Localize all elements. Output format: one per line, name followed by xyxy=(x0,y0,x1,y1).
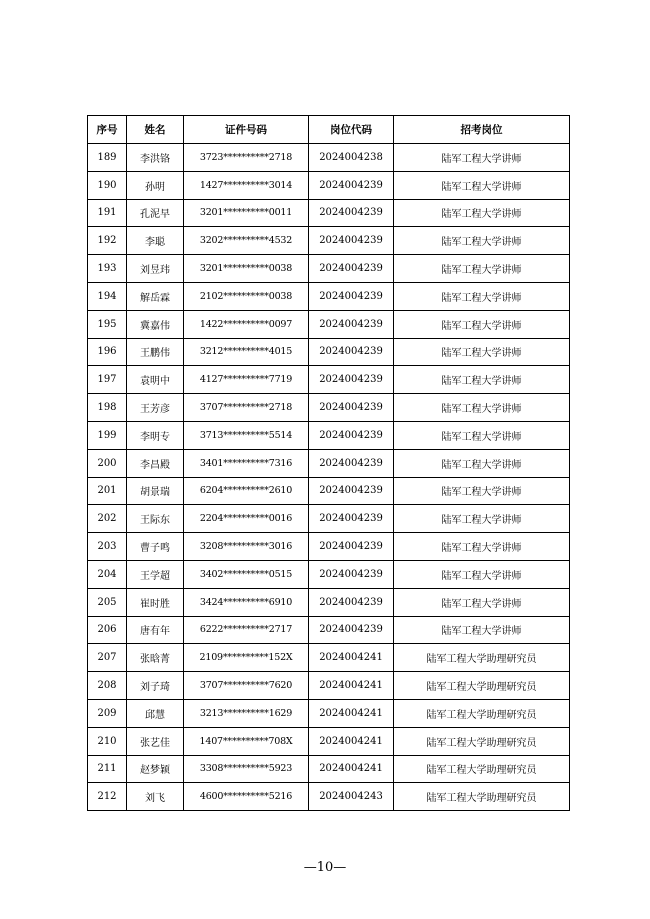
cell-position-code: 2024004241 xyxy=(309,727,394,755)
cell-serial: 202 xyxy=(88,505,127,533)
cell-id-number: 3707**********2718 xyxy=(184,394,309,422)
cell-name: 王芳彦 xyxy=(127,394,184,422)
cell-position-code: 2024004241 xyxy=(309,644,394,672)
cell-position-code: 2024004239 xyxy=(309,505,394,533)
cell-id-number: 1407**********708X xyxy=(184,727,309,755)
table-row xyxy=(88,699,570,727)
cell-position: 陆军工程大学助理研究员 xyxy=(394,783,570,811)
table-row xyxy=(88,310,570,338)
table-row xyxy=(88,144,570,172)
cell-position-code: 2024004239 xyxy=(309,477,394,505)
cell-name: 解岳霖 xyxy=(127,282,184,310)
cell-name: 王鹏伟 xyxy=(127,338,184,366)
cell-name: 唐有年 xyxy=(127,616,184,644)
cell-serial: 198 xyxy=(88,394,127,422)
cell-position-code: 2024004239 xyxy=(309,255,394,283)
table-row xyxy=(88,394,570,422)
cell-position-code: 2024004239 xyxy=(309,171,394,199)
cell-name: 刘飞 xyxy=(127,783,184,811)
cell-name: 邱慧 xyxy=(127,699,184,727)
cell-name: 袁明中 xyxy=(127,366,184,394)
cell-position: 陆军工程大学讲师 xyxy=(394,560,570,588)
cell-id-number: 4600**********5216 xyxy=(184,783,309,811)
cell-serial: 192 xyxy=(88,227,127,255)
cell-name: 李聪 xyxy=(127,227,184,255)
cell-position: 陆军工程大学讲师 xyxy=(394,227,570,255)
cell-position-code: 2024004238 xyxy=(309,144,394,172)
table-header-row xyxy=(88,116,570,144)
cell-serial: 207 xyxy=(88,644,127,672)
cell-position: 陆军工程大学讲师 xyxy=(394,449,570,477)
table-row xyxy=(88,227,570,255)
cell-name: 李明专 xyxy=(127,421,184,449)
cell-name: 赵梦颖 xyxy=(127,755,184,783)
cell-serial: 194 xyxy=(88,282,127,310)
cell-id-number: 2204**********0016 xyxy=(184,505,309,533)
cell-id-number: 3208**********3016 xyxy=(184,533,309,561)
cell-position: 陆军工程大学讲师 xyxy=(394,255,570,283)
cell-position-code: 2024004239 xyxy=(309,227,394,255)
cell-position: 陆军工程大学讲师 xyxy=(394,144,570,172)
cell-position: 陆军工程大学讲师 xyxy=(394,282,570,310)
cell-id-number: 3707**********7620 xyxy=(184,672,309,700)
cell-position-code: 2024004239 xyxy=(309,282,394,310)
cell-id-number: 3308**********5923 xyxy=(184,755,309,783)
cell-serial: 189 xyxy=(88,144,127,172)
col-header-name: 姓名 xyxy=(127,116,184,144)
cell-name: 刘昱玮 xyxy=(127,255,184,283)
cell-name: 李昌殿 xyxy=(127,449,184,477)
cell-position: 陆军工程大学讲师 xyxy=(394,199,570,227)
table-row xyxy=(88,171,570,199)
cell-position: 陆军工程大学助理研究员 xyxy=(394,699,570,727)
cell-id-number: 3424**********6910 xyxy=(184,588,309,616)
cell-position-code: 2024004239 xyxy=(309,449,394,477)
cell-serial: 205 xyxy=(88,588,127,616)
page-number: —10— xyxy=(303,860,347,875)
cell-serial: 211 xyxy=(88,755,127,783)
cell-position: 陆军工程大学讲师 xyxy=(394,616,570,644)
col-header-id-number: 证件号码 xyxy=(184,116,309,144)
cell-id-number: 3713**********5514 xyxy=(184,421,309,449)
cell-serial: 197 xyxy=(88,366,127,394)
cell-position: 陆军工程大学讲师 xyxy=(394,310,570,338)
table-row xyxy=(88,505,570,533)
cell-serial: 191 xyxy=(88,199,127,227)
cell-position-code: 2024004239 xyxy=(309,310,394,338)
col-header-position: 招考岗位 xyxy=(394,116,570,144)
cell-serial: 196 xyxy=(88,338,127,366)
cell-position: 陆军工程大学讲师 xyxy=(394,533,570,561)
table-row xyxy=(88,533,570,561)
cell-serial: 204 xyxy=(88,560,127,588)
table-row xyxy=(88,366,570,394)
cell-name: 冀嘉伟 xyxy=(127,310,184,338)
cell-position-code: 2024004241 xyxy=(309,699,394,727)
table-row xyxy=(88,727,570,755)
col-header-position-code: 岗位代码 xyxy=(309,116,394,144)
cell-serial: 193 xyxy=(88,255,127,283)
table-row xyxy=(88,616,570,644)
cell-serial: 190 xyxy=(88,171,127,199)
cell-position-code: 2024004239 xyxy=(309,560,394,588)
cell-id-number: 3201**********0038 xyxy=(184,255,309,283)
cell-id-number: 3723**********2718 xyxy=(184,144,309,172)
cell-id-number: 3201**********0011 xyxy=(184,199,309,227)
cell-position-code: 2024004239 xyxy=(309,533,394,561)
cell-name: 李洪铬 xyxy=(127,144,184,172)
cell-id-number: 3202**********4532 xyxy=(184,227,309,255)
cell-id-number: 2102**********0038 xyxy=(184,282,309,310)
cell-position-code: 2024004241 xyxy=(309,672,394,700)
table-row xyxy=(88,560,570,588)
cell-position: 陆军工程大学讲师 xyxy=(394,588,570,616)
table-row xyxy=(88,449,570,477)
cell-serial: 210 xyxy=(88,727,127,755)
cell-name: 张晗菁 xyxy=(127,644,184,672)
table-row xyxy=(88,338,570,366)
cell-position: 陆军工程大学讲师 xyxy=(394,338,570,366)
table-row xyxy=(88,255,570,283)
table-row xyxy=(88,199,570,227)
cell-position: 陆军工程大学助理研究员 xyxy=(394,644,570,672)
table-row xyxy=(88,783,570,811)
cell-serial: 203 xyxy=(88,533,127,561)
cell-id-number: 2109**********152X xyxy=(184,644,309,672)
table-row xyxy=(88,477,570,505)
cell-name: 孙明 xyxy=(127,171,184,199)
cell-position-code: 2024004239 xyxy=(309,616,394,644)
cell-position: 陆军工程大学助理研究员 xyxy=(394,727,570,755)
cell-name: 王际东 xyxy=(127,505,184,533)
cell-position: 陆军工程大学讲师 xyxy=(394,366,570,394)
cell-serial: 201 xyxy=(88,477,127,505)
cell-position-code: 2024004239 xyxy=(309,394,394,422)
cell-name: 胡景瑞 xyxy=(127,477,184,505)
cell-position: 陆军工程大学讲师 xyxy=(394,421,570,449)
cell-position: 陆军工程大学助理研究员 xyxy=(394,755,570,783)
cell-name: 张艺佳 xyxy=(127,727,184,755)
cell-id-number: 1422**********0097 xyxy=(184,310,309,338)
cell-name: 曹子鸣 xyxy=(127,533,184,561)
cell-position: 陆军工程大学讲师 xyxy=(394,477,570,505)
cell-position: 陆军工程大学讲师 xyxy=(394,394,570,422)
cell-id-number: 4127**********7719 xyxy=(184,366,309,394)
cell-position-code: 2024004239 xyxy=(309,199,394,227)
table-row xyxy=(88,421,570,449)
cell-id-number: 6204**********2610 xyxy=(184,477,309,505)
table-row xyxy=(88,755,570,783)
cell-id-number: 3402**********0515 xyxy=(184,560,309,588)
cell-id-number: 6222**********2717 xyxy=(184,616,309,644)
table-row xyxy=(88,672,570,700)
cell-serial: 206 xyxy=(88,616,127,644)
cell-name: 王学超 xyxy=(127,560,184,588)
cell-name: 刘子琦 xyxy=(127,672,184,700)
cell-position: 陆军工程大学助理研究员 xyxy=(394,672,570,700)
cell-position: 陆军工程大学讲师 xyxy=(394,171,570,199)
cell-position-code: 2024004239 xyxy=(309,366,394,394)
cell-id-number: 3401**********7316 xyxy=(184,449,309,477)
cell-id-number: 3213**********1629 xyxy=(184,699,309,727)
cell-name: 崔时胜 xyxy=(127,588,184,616)
cell-serial: 212 xyxy=(88,783,127,811)
cell-position-code: 2024004239 xyxy=(309,588,394,616)
cell-position-code: 2024004239 xyxy=(309,338,394,366)
col-header-serial: 序号 xyxy=(88,116,127,144)
cell-position: 陆军工程大学讲师 xyxy=(394,505,570,533)
table-body xyxy=(88,144,570,811)
cell-id-number: 1427**********3014 xyxy=(184,171,309,199)
cell-position-code: 2024004243 xyxy=(309,783,394,811)
cell-position-code: 2024004241 xyxy=(309,755,394,783)
cell-serial: 199 xyxy=(88,421,127,449)
cell-id-number: 3212**********4015 xyxy=(184,338,309,366)
cell-serial: 208 xyxy=(88,672,127,700)
cell-serial: 209 xyxy=(88,699,127,727)
candidate-table xyxy=(87,115,570,811)
cell-serial: 195 xyxy=(88,310,127,338)
cell-position-code: 2024004239 xyxy=(309,421,394,449)
cell-serial: 200 xyxy=(88,449,127,477)
table-row xyxy=(88,282,570,310)
table-row xyxy=(88,644,570,672)
cell-name: 孔泥早 xyxy=(127,199,184,227)
table-row xyxy=(88,588,570,616)
